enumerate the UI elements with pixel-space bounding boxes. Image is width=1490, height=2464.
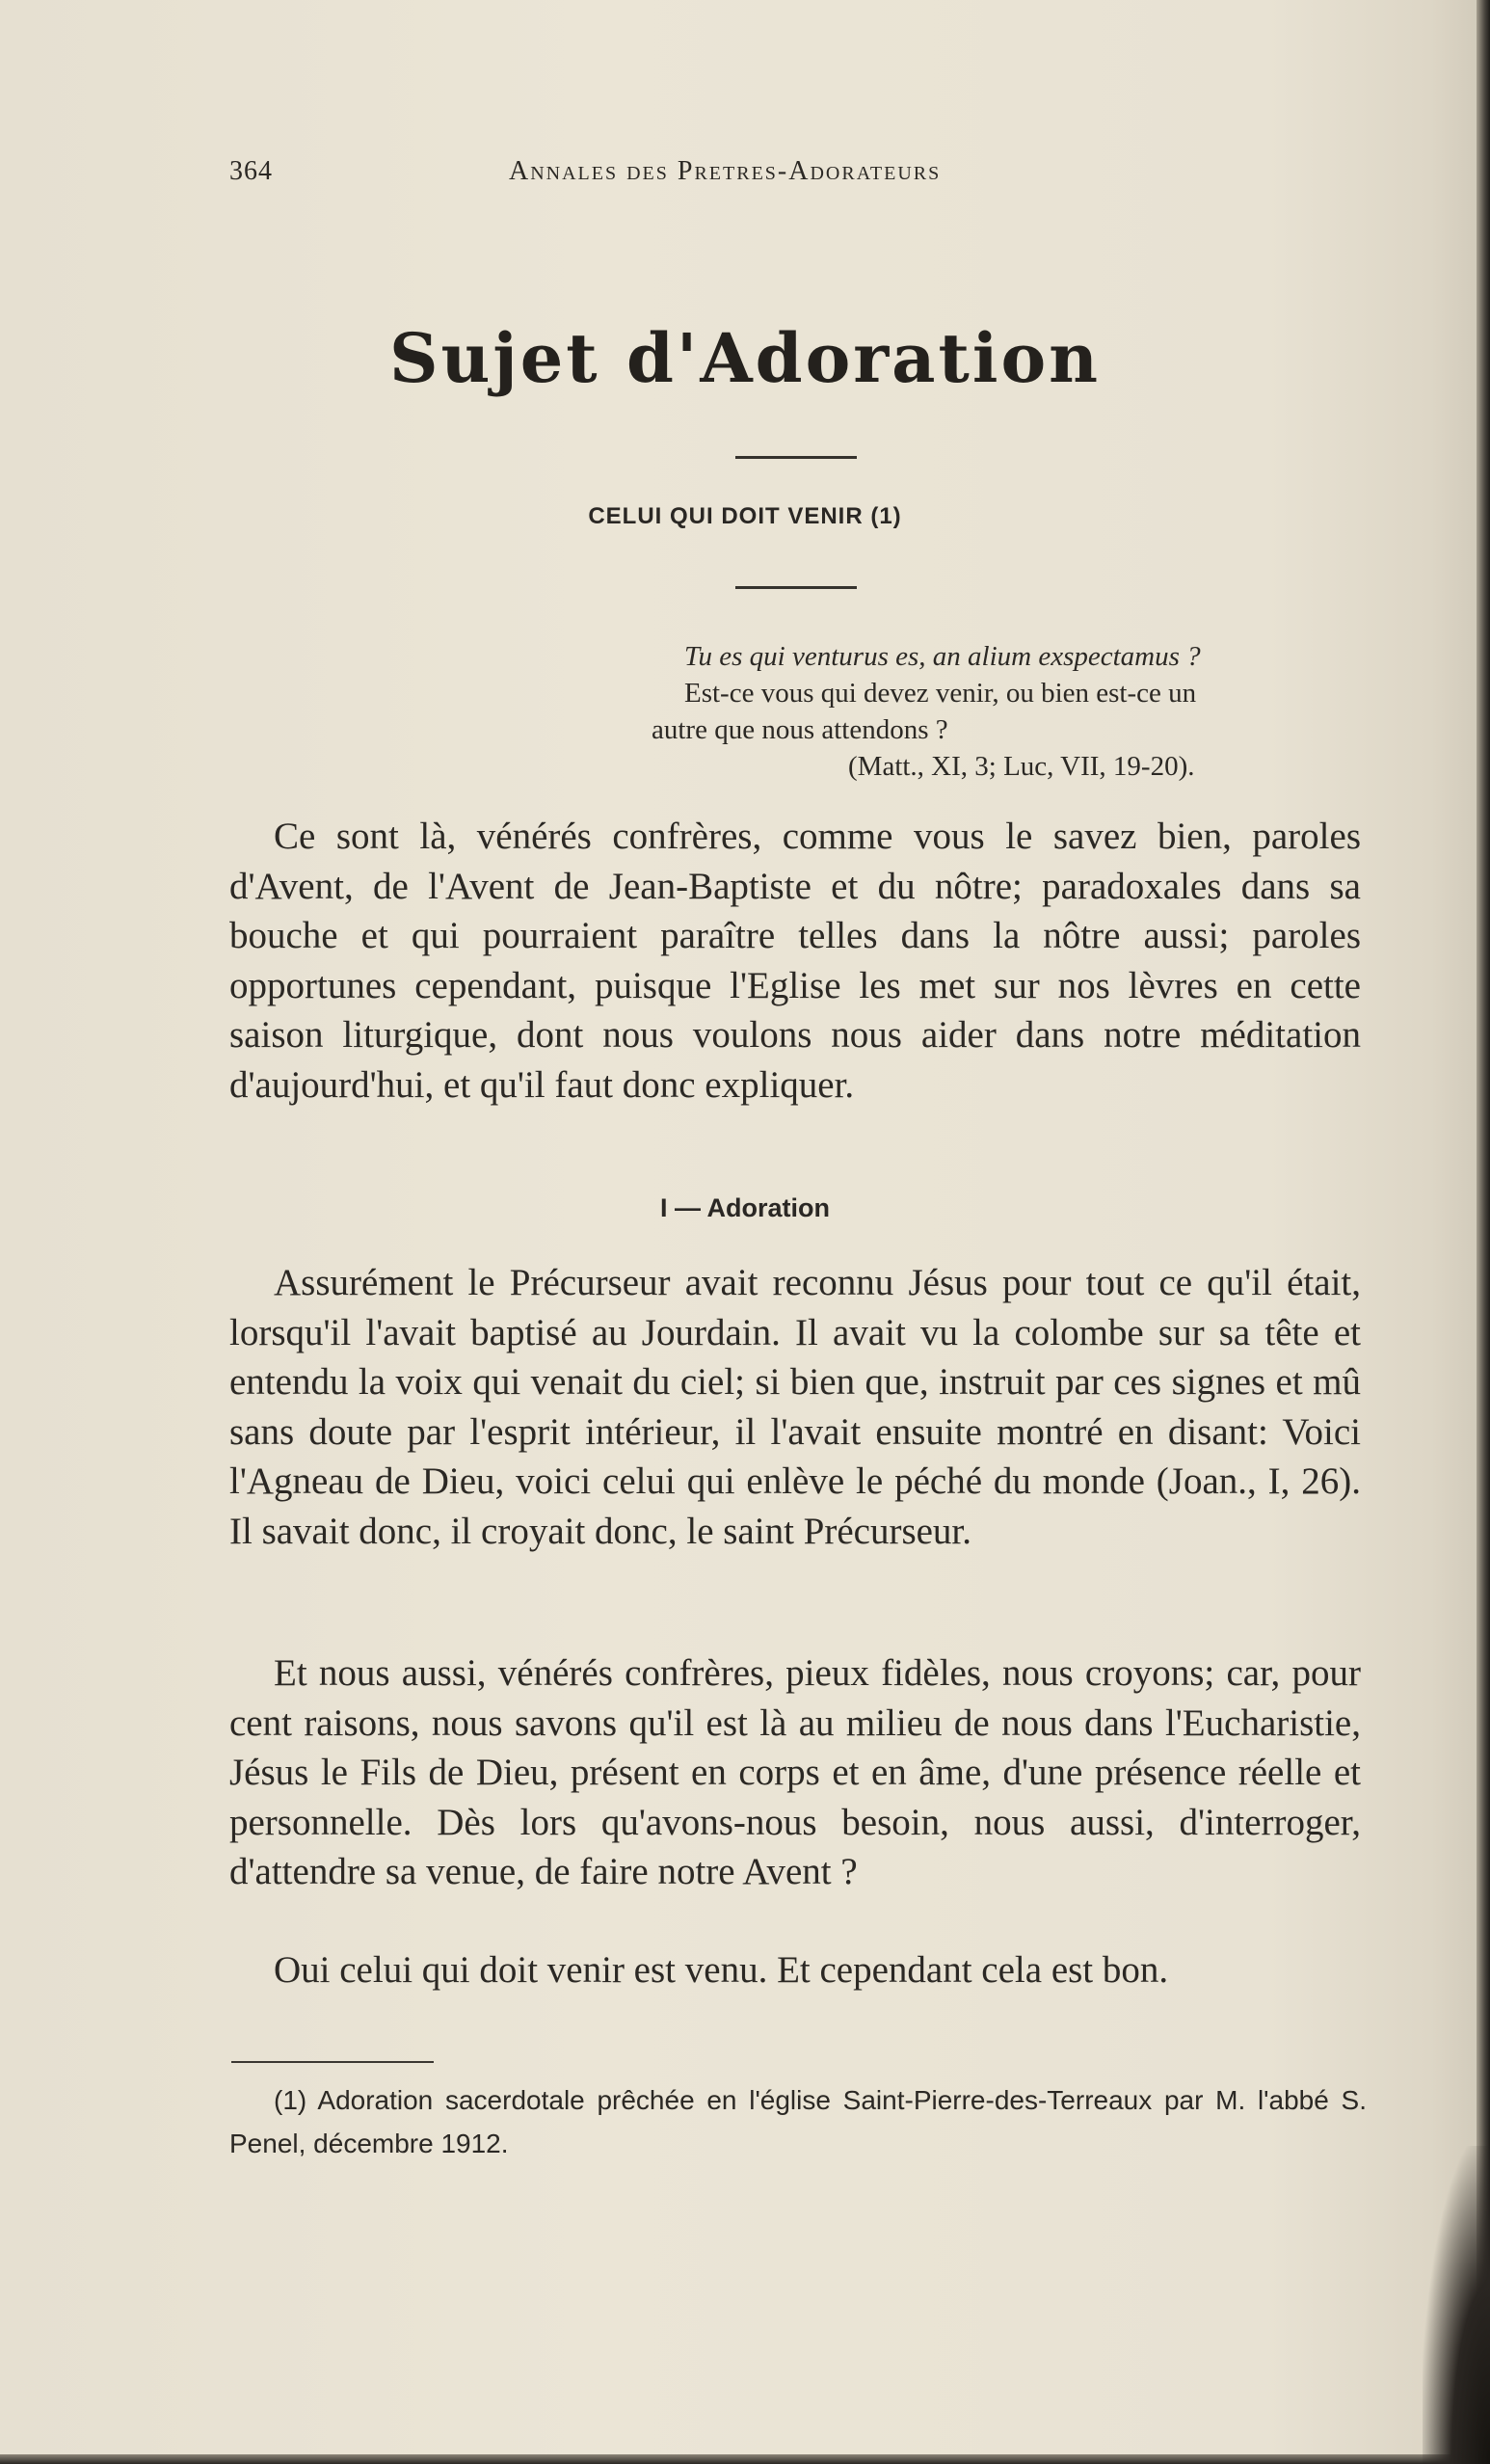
title-divider	[735, 456, 857, 459]
running-title: Annales des Pretres-Adorateurs	[509, 156, 942, 186]
footnote: (1) Adoration sacerdotale prêchée en l'église Saint-Pierre-des-Terreaux par M. l'abbé S. Penel, décembre 1912.	[229, 2085, 1367, 2158]
running-header	[229, 156, 1367, 195]
page-number: 364	[229, 156, 273, 186]
epigraph-french-line-1: Est-ce vous qui devez venir, ou bien est-ce un	[684, 678, 1197, 709]
section-heading: I — Adoration	[660, 1193, 830, 1222]
intro-paragraph: Ce sont là, vénérés confrères, comme vous le savez bien, paroles d'Avent, de l'Avent de Jean-Baptiste et du nôtre; paradoxales dans sa bouche et qui pourraient paraître telles dans la nôtre aussi; paroles opportunes cependant, puisque l'Eglise les met sur nos lèvres en cette saison liturgique, dont nous voulons nous aider dans notre méditation d'aujourd'hui, et qu'il faut donc expliquer.	[229, 816, 1361, 1106]
epigraph-latin: Tu es qui venturus es, an alium exspectamus ?	[684, 641, 1201, 672]
body-paragraph: Et nous aussi, vénérés confrères, pieux fidèles, nous croyons; car, pour cent raisons, nous savons qu'il est là au milieu de nous dans l'Eucharistie, Jésus le Fils de Dieu, présent en corps et en âme, d'une présence réelle et personnelle. Dès lors qu'avons-nous besoin, nous aussi, d'interroger, d'attendre sa venue, de faire notre Avent ?	[229, 1652, 1361, 1892]
epigraph-french-line-2: autre que nous attendons ?	[652, 714, 948, 745]
body-paragraph: Oui celui qui doit venir est venu. Et cependant cela est bon.	[274, 1949, 1169, 1991]
page-edge-shadow	[1477, 0, 1490, 2464]
epigraph-reference: (Matt., XI, 3; Luc, VII, 19-20).	[848, 751, 1195, 782]
body-paragraph: Assurément le Précurseur avait reconnu Jésus pour tout ce qu'il était, lorsqu'il l'avait baptisé au Jourdain. Il avait vu la colombe sur sa tête et entendu la voix qui venait du ciel; si bien que, instruit par ces signes et mû sans doute par l'esprit intérieur, il l'avait ensuite montré en disant: Voici l'Agneau de Dieu, voici celui qui enlève le péché du monde (Joan., I, 26). Il savait donc, il croyait donc, le saint Précurseur.	[229, 1262, 1361, 1552]
subtitle: CELUI QUI DOIT VENIR (1)	[588, 503, 902, 529]
page-corner-shadow	[1423, 2146, 1490, 2464]
subtitle-divider	[735, 586, 857, 589]
page-bottom-shadow	[0, 2454, 1490, 2464]
footnote-divider	[231, 2061, 434, 2063]
page-title: Sujet d'Adoration	[388, 318, 1102, 398]
